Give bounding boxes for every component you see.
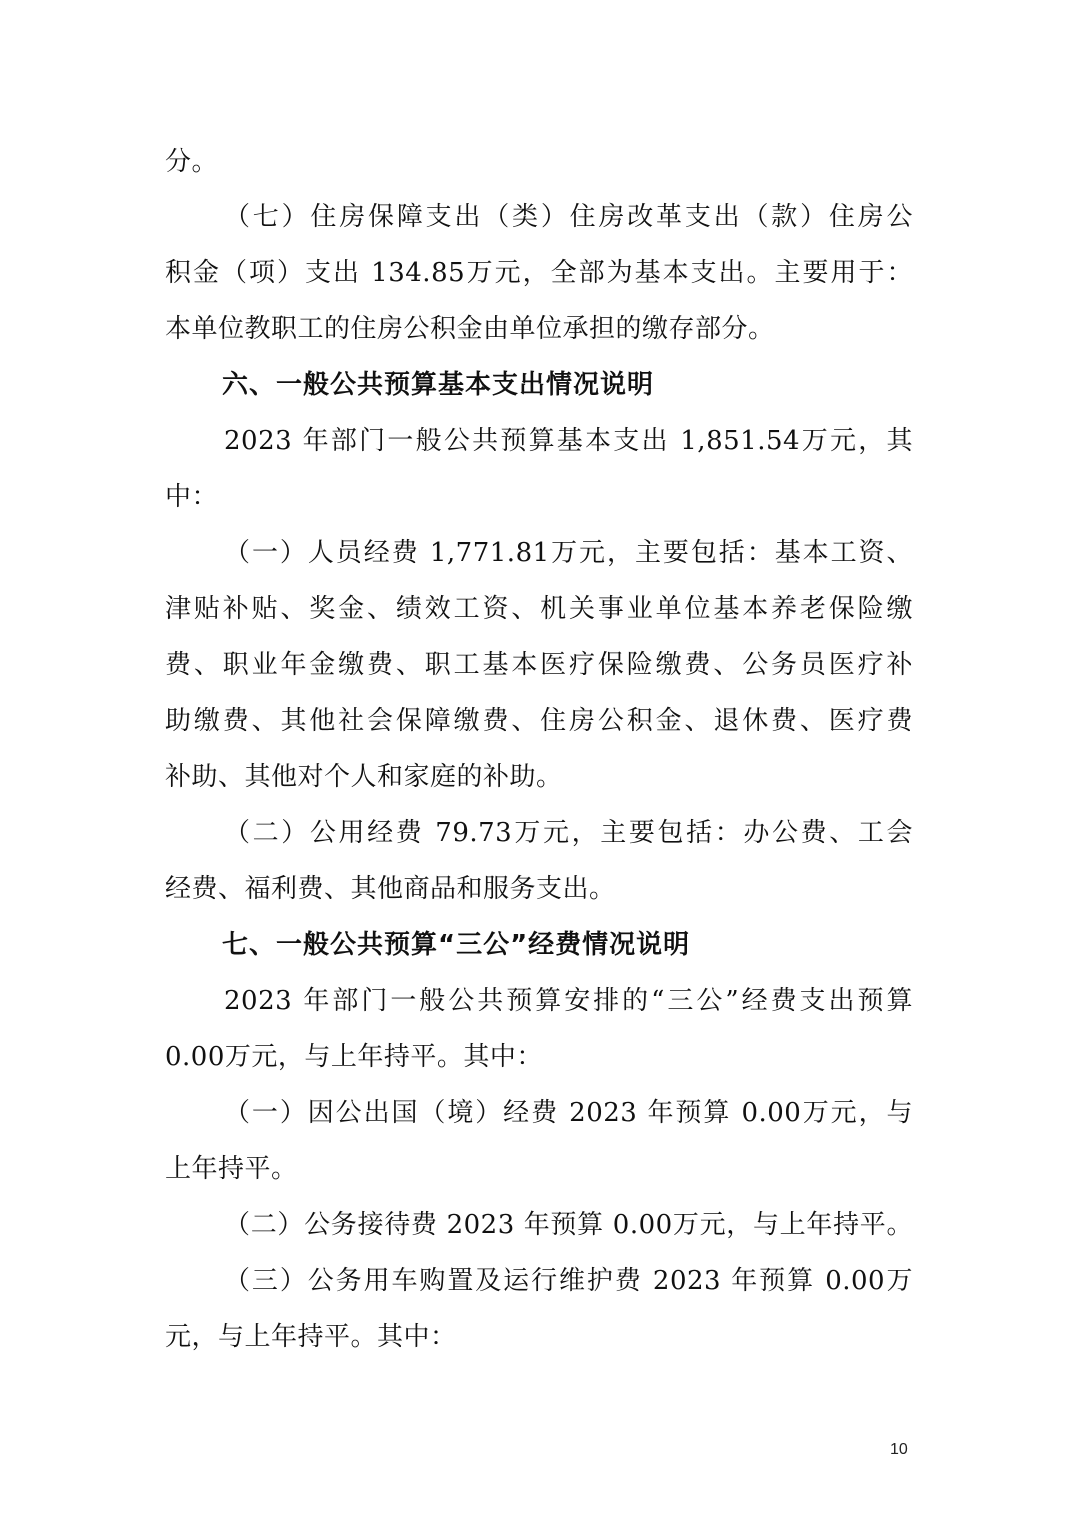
text-line: （二）公用经费 79.73万元，主要包括：办公费、工会 [224,818,913,848]
text-line: 津贴补贴、奖金、绩效工资、机关事业单位基本养老保险缴 [165,594,913,624]
text-line: 积金（项）支出 134.85万元，全部为基本支出。主要用于： [165,258,913,288]
text-line: 助缴费、其他社会保障缴费、住房公积金、退休费、医疗费 [165,706,913,736]
text-line: 分。 [165,147,219,177]
text-line: 0.00万元，与上年持平。其中： [165,1042,543,1072]
section-heading: 六、一般公共预算基本支出情况说明 [222,370,655,400]
text-line: 2023 年部门一般公共预算基本支出 1,851.54万元，其 [224,426,913,456]
text-line: 费、职业年金缴费、职工基本医疗保险缴费、公务员医疗补 [165,650,913,680]
text-line: （一）因公出国（境）经费 2023 年预算 0.00万元，与 [224,1098,913,1128]
text-line: （一）人员经费 1,771.81万元，主要包括：基本工资、 [224,538,913,568]
page-number: 10 [890,1441,908,1458]
section-heading: 七、一般公共预算“三公”经费情况说明 [222,930,691,960]
text-line: 补助、其他对个人和家庭的补助。 [165,762,563,792]
text-line: 元，与上年持平。其中： [165,1322,457,1352]
text-line: （七）住房保障支出（类）住房改革支出（款）住房公 [224,202,913,232]
text-line: （三）公务用车购置及运行维护费 2023 年预算 0.00万 [224,1266,913,1296]
text-line: 2023 年部门一般公共预算安排的“三公”经费支出预算 [224,986,913,1016]
text-line: 经费、福利费、其他商品和服务支出。 [165,874,616,904]
text-line: 中： [165,482,219,512]
text-line: 上年持平。 [165,1154,298,1184]
text-line: （二）公务接待费 2023 年预算 0.00万元，与上年持平。 [224,1210,913,1240]
text-line: 本单位教职工的住房公积金由单位承担的缴存部分。 [165,314,775,344]
